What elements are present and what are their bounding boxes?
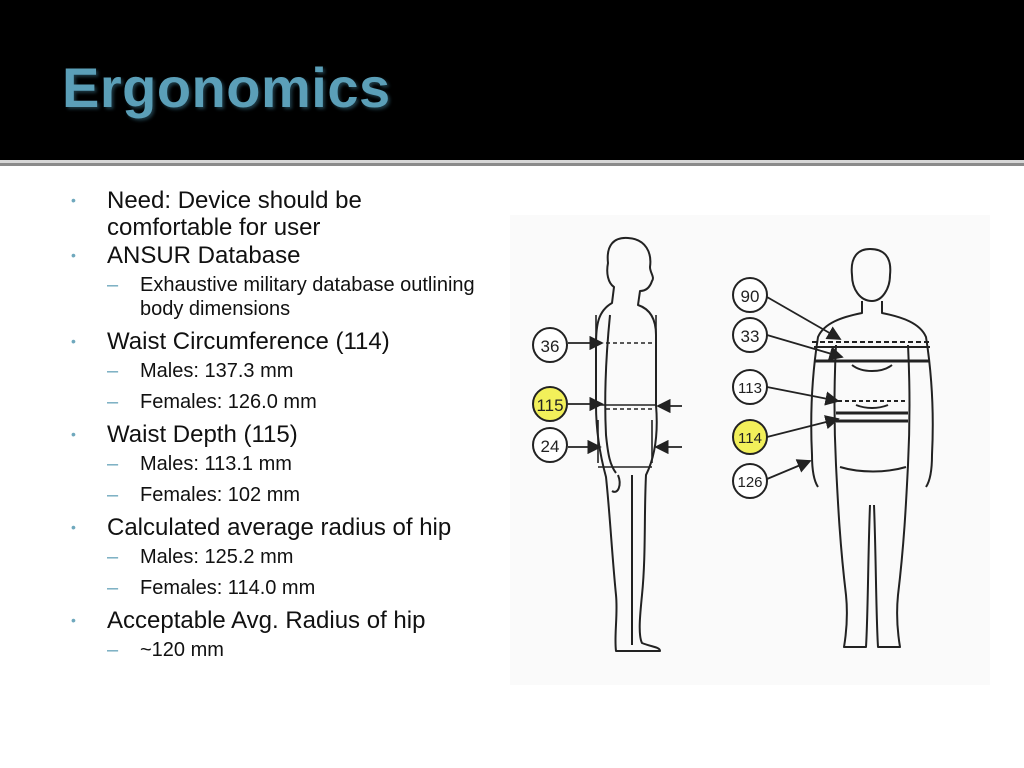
slide-header bbox=[0, 0, 1024, 160]
bullet-item bbox=[70, 607, 490, 662]
svg-text:126: 126 bbox=[737, 474, 763, 491]
bullet-text: Waist Depth (115) bbox=[107, 421, 298, 448]
svg-text:36: 36 bbox=[540, 337, 560, 356]
label-113-marker bbox=[733, 370, 767, 404]
label-115-marker bbox=[533, 387, 567, 421]
svg-text:115: 115 bbox=[536, 396, 564, 415]
slide-title: Ergonomics bbox=[62, 56, 391, 119]
sub-bullet-item: – Males: 125.2 mm bbox=[107, 545, 490, 569]
sub-bullet-item: – ~120 mm bbox=[107, 638, 490, 662]
sub-bullet-item: – Females: 126.0 mm bbox=[107, 390, 490, 414]
svg-text:33: 33 bbox=[740, 327, 760, 346]
label-90-marker bbox=[733, 278, 767, 312]
divider-line-shadow bbox=[0, 163, 1024, 166]
sub-bullet-list bbox=[107, 638, 490, 662]
body-dimensions-figure bbox=[510, 215, 990, 685]
sub-bullet-item: – Males: 137.3 mm bbox=[107, 359, 490, 383]
bullet-text: Need: Device should be comfortable for user bbox=[107, 187, 362, 241]
bullet-text: Waist Circumference (114) bbox=[107, 328, 390, 355]
bullet-item bbox=[70, 187, 490, 241]
bullet-text: ANSUR Database bbox=[107, 242, 301, 269]
bullet-item bbox=[70, 328, 490, 414]
bullet-item bbox=[70, 242, 490, 321]
sub-bullet-item: – Exhaustive military database outlining body dimensions bbox=[107, 273, 490, 321]
bullet-item bbox=[70, 421, 490, 507]
sub-bullet-item: – Females: 114.0 mm bbox=[107, 576, 490, 600]
label-126-marker bbox=[733, 464, 767, 498]
svg-text:114: 114 bbox=[738, 430, 762, 447]
label-114-marker bbox=[733, 420, 767, 454]
svg-text:90: 90 bbox=[740, 287, 760, 306]
label-24-marker bbox=[533, 428, 567, 462]
sub-bullet-list bbox=[107, 273, 490, 321]
sub-bullet-list bbox=[107, 545, 490, 600]
label-33-marker bbox=[733, 318, 767, 352]
bullet-text: Acceptable Avg. Radius of hip bbox=[107, 607, 426, 634]
sub-bullet-item: – Males: 113.1 mm bbox=[107, 452, 490, 476]
bullet-item bbox=[70, 514, 490, 600]
sub-bullet-list bbox=[107, 452, 490, 507]
bullet-list bbox=[70, 186, 490, 669]
label-36-marker bbox=[533, 328, 567, 362]
sub-bullet-item: – Females: 102 mm bbox=[107, 483, 490, 507]
svg-text:24: 24 bbox=[540, 437, 560, 456]
svg-text:113: 113 bbox=[738, 380, 762, 397]
bullet-text: Calculated average radius of hip bbox=[107, 514, 452, 541]
sub-bullet-list bbox=[107, 359, 490, 414]
